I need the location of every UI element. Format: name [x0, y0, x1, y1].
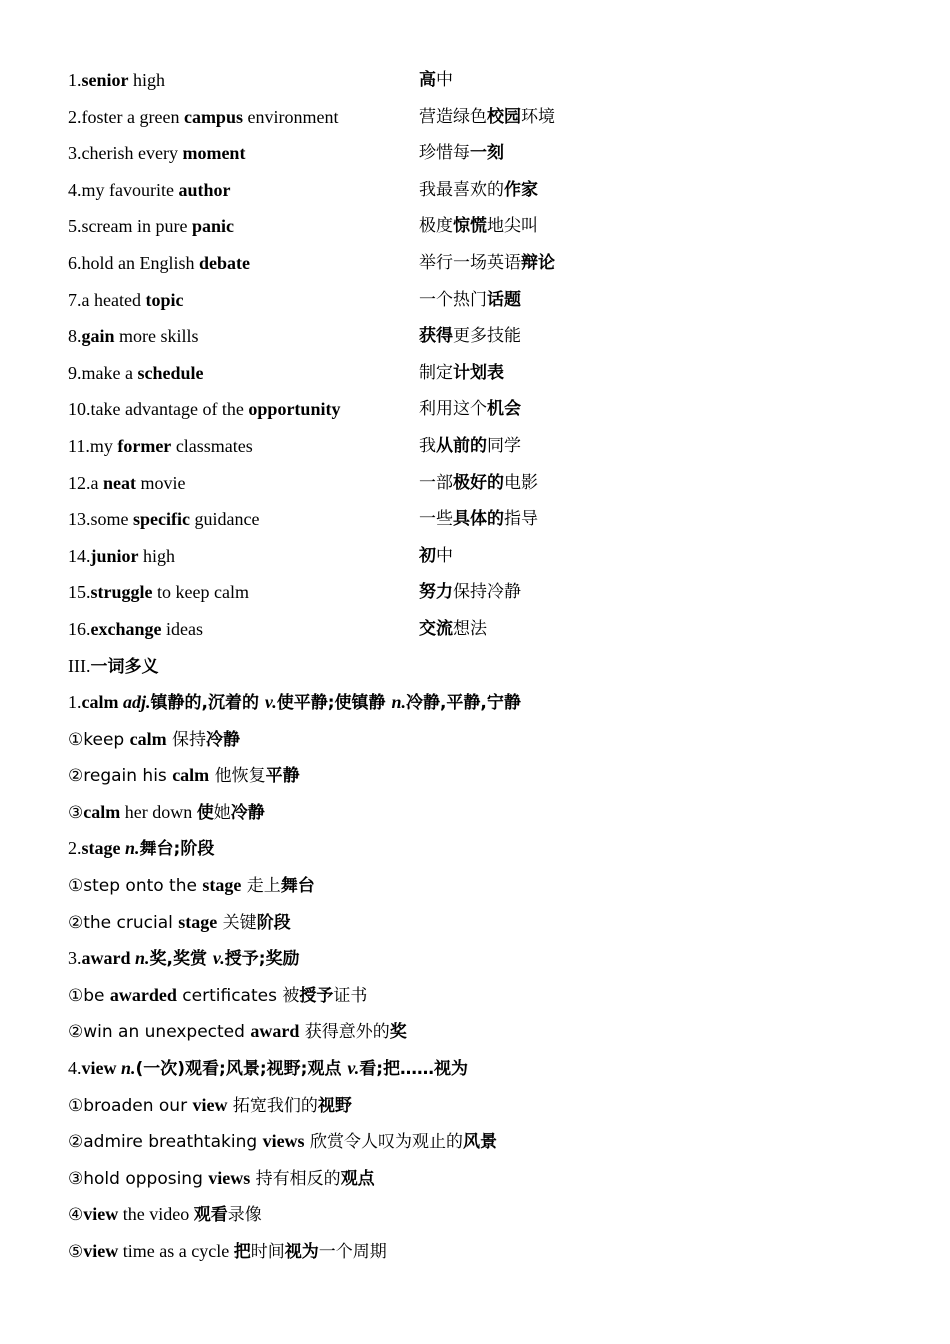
- text-run: 使平静;使镇静: [276, 693, 392, 714]
- phrase-row: [68, 99, 908, 136]
- text-run: 我最喜欢的: [419, 179, 504, 200]
- text-run: 初: [419, 545, 436, 566]
- text-run: 拓宽我们的: [227, 1095, 318, 1116]
- text-run: 保持: [166, 729, 206, 750]
- text-run: topic: [145, 289, 184, 310]
- document-page: [68, 62, 908, 1270]
- phrase-chinese: [419, 465, 538, 502]
- text-run: ④: [68, 1205, 84, 1226]
- phrase-english: [68, 611, 203, 648]
- example-line: [68, 904, 908, 941]
- text-run: n.: [391, 692, 406, 713]
- phrase-chinese: [419, 611, 487, 648]
- text-run: calm: [83, 801, 121, 822]
- text-run: 时间: [250, 1242, 285, 1262]
- text-run: high: [128, 70, 166, 90]
- phrase-chinese: [419, 135, 504, 172]
- phrase-english: [68, 391, 340, 428]
- text-run: 辩论: [521, 252, 555, 273]
- text-run: adj.: [122, 692, 151, 713]
- text-run: 奖,奖赏: [149, 949, 213, 970]
- phrase-row: [68, 245, 908, 282]
- text-run: 想法: [453, 618, 487, 639]
- text-run: 一词多义: [90, 656, 159, 677]
- text-run: 珍惜每: [419, 143, 470, 164]
- text-run: 风景: [462, 1132, 497, 1153]
- phrase-chinese: [419, 245, 555, 282]
- text-run: ②admire breathtaking: [68, 1132, 263, 1153]
- text-run: 环境: [521, 106, 555, 127]
- text-run: 看;把……视为: [359, 1059, 469, 1080]
- word-entry-heading: [68, 830, 908, 867]
- phrase-row: [68, 465, 908, 502]
- text-run: 极度: [419, 216, 453, 237]
- text-run: calm: [81, 692, 119, 713]
- phrase-row: [68, 355, 908, 392]
- phrase-english: [68, 538, 175, 575]
- phrase-row: [68, 501, 908, 538]
- text-run: 获得意外的: [299, 1022, 390, 1043]
- phrase-row: [68, 611, 908, 648]
- word-entry-heading: [68, 940, 908, 977]
- phrase-chinese: [419, 318, 521, 355]
- text-run: view: [83, 1204, 119, 1225]
- text-run: view: [83, 1241, 119, 1261]
- text-run: ②the crucial: [68, 912, 179, 933]
- text-run: 走上: [241, 876, 281, 897]
- text-run: 4.my favourite: [68, 179, 179, 200]
- phrase-english: [68, 245, 250, 282]
- text-run: v.: [264, 692, 277, 713]
- text-run: 电影: [504, 472, 538, 493]
- text-run: stage: [178, 911, 218, 932]
- text-run: ②win an unexpected: [68, 1022, 251, 1043]
- phrase-row: [68, 135, 908, 172]
- phrase-row: [68, 318, 908, 355]
- text-run: gain: [81, 326, 115, 347]
- example-line: [68, 757, 908, 794]
- text-run: ①be: [68, 985, 110, 1006]
- text-run: opportunity: [248, 399, 341, 420]
- phrase-chinese: [419, 282, 521, 319]
- phrase-english: [68, 428, 253, 465]
- text-run: 镇静的,沉着的: [150, 693, 265, 714]
- text-run: (一次)观看;风景;视野;观点: [135, 1059, 348, 1080]
- text-run: 10.take advantage of the: [68, 399, 249, 420]
- phrase-english: [68, 62, 165, 99]
- text-run: 校园: [487, 106, 521, 127]
- text-run: 地尖叫: [487, 216, 538, 237]
- phrase-english: [68, 465, 186, 502]
- text-run: awarded: [109, 984, 177, 1005]
- text-run: 授予: [299, 985, 334, 1006]
- phrase-english: [68, 282, 183, 319]
- text-run: n.: [121, 1058, 136, 1079]
- example-line: [68, 1160, 908, 1197]
- text-run: 16.: [68, 618, 91, 639]
- phrase-english: [68, 318, 199, 355]
- text-run: 录像: [227, 1205, 262, 1226]
- text-run: 舞台;阶段: [139, 839, 215, 860]
- text-run: high: [138, 545, 176, 566]
- word-entry-heading: [68, 684, 908, 721]
- text-run: 营造绿色: [419, 106, 487, 127]
- text-run: 一部: [419, 472, 453, 493]
- text-run: 9.make a: [68, 362, 138, 383]
- section-heading: [68, 648, 908, 685]
- text-run: calm: [129, 728, 167, 749]
- text-run: 一些: [419, 509, 453, 530]
- text-run: 14.: [68, 545, 91, 566]
- text-run: 阶段: [256, 912, 291, 933]
- example-line: [68, 1123, 908, 1160]
- text-run: award: [250, 1021, 300, 1042]
- text-run: 极好的: [453, 472, 504, 493]
- text-run: 把: [233, 1242, 251, 1262]
- text-run: 平静: [265, 766, 300, 787]
- phrase-chinese: [419, 99, 555, 136]
- example-line: [68, 1013, 908, 1050]
- text-run: 保持冷静: [453, 582, 521, 603]
- text-run: 冷静: [205, 729, 240, 750]
- text-run: 同学: [487, 435, 521, 456]
- phrase-row: [68, 172, 908, 209]
- phrase-english: [68, 355, 203, 392]
- text-run: 一个周期: [318, 1242, 387, 1262]
- text-run: 一个热门: [419, 289, 487, 310]
- phrase-chinese: [419, 538, 453, 575]
- text-run: 机会: [487, 399, 521, 420]
- text-run: III.: [68, 655, 91, 676]
- example-line: [68, 721, 908, 758]
- text-run: stage: [202, 875, 242, 896]
- text-run: 她: [213, 802, 231, 823]
- text-run: 努力: [419, 582, 453, 603]
- text-run: certificates 被: [176, 985, 300, 1006]
- text-run: 更多技能: [453, 326, 521, 347]
- text-run: ⑤: [68, 1242, 84, 1262]
- text-run: 冷静: [230, 802, 265, 823]
- polysemy-section: [68, 648, 908, 1270]
- text-run: ①step onto the: [68, 876, 203, 897]
- text-run: time as a cycle: [118, 1241, 234, 1261]
- text-run: 交流: [419, 618, 453, 639]
- text-run: 具体的: [453, 509, 504, 530]
- text-run: 欣赏令人叹为观止的: [304, 1132, 463, 1153]
- text-run: exchange: [90, 618, 162, 639]
- text-run: 中: [436, 545, 453, 566]
- text-run: ①broaden our: [68, 1095, 193, 1116]
- text-run: 话题: [487, 289, 521, 310]
- phrase-row: [68, 574, 908, 611]
- text-run: former: [117, 435, 172, 456]
- text-run: views: [262, 1131, 305, 1152]
- example-line: [68, 867, 908, 904]
- text-run: campus: [183, 106, 243, 127]
- phrase-chinese: [419, 208, 538, 245]
- text-run: 观看: [193, 1205, 228, 1226]
- text-run: to keep calm: [152, 582, 249, 603]
- phrase-chinese: [419, 574, 521, 611]
- text-run: her down: [120, 801, 197, 822]
- text-run: panic: [191, 216, 234, 237]
- text-run: the video: [118, 1204, 194, 1225]
- text-run: guidance: [189, 509, 260, 530]
- phrase-chinese: [419, 172, 538, 209]
- phrase-row: [68, 282, 908, 319]
- text-run: movie: [136, 472, 186, 493]
- text-run: 7.a heated: [68, 289, 146, 310]
- text-run: 利用这个: [419, 399, 487, 420]
- text-run: 11.my: [68, 435, 118, 456]
- text-run: n.: [135, 948, 150, 969]
- text-run: v.: [347, 1058, 360, 1079]
- text-run: struggle: [90, 582, 153, 603]
- text-run: classmates: [171, 435, 253, 456]
- example-line: [68, 1196, 908, 1233]
- text-run: 3.: [68, 948, 82, 969]
- text-run: ideas: [161, 618, 203, 639]
- text-run: environment: [242, 106, 339, 127]
- text-run: 12.a: [68, 472, 103, 493]
- text-run: ③hold opposing: [68, 1168, 209, 1189]
- phrase-english: [68, 208, 234, 245]
- text-run: stage: [81, 838, 121, 859]
- text-run: 奖: [389, 1022, 407, 1043]
- text-run: 我: [419, 435, 436, 456]
- text-run: schedule: [137, 362, 204, 383]
- phrase-english: [68, 574, 249, 611]
- text-run: ①keep: [68, 729, 130, 750]
- example-line: [68, 1087, 908, 1124]
- text-run: 使: [196, 802, 214, 823]
- text-run: view: [192, 1094, 228, 1115]
- text-run: 2.foster a green: [68, 106, 184, 127]
- phrase-chinese: [419, 391, 521, 428]
- text-run: 计划表: [453, 362, 504, 383]
- phrase-english: [68, 99, 338, 136]
- text-run: 视为: [284, 1242, 319, 1262]
- text-run: 惊慌: [453, 216, 487, 237]
- text-run: 3.cherish every: [68, 143, 183, 164]
- phrase-english: [68, 172, 231, 209]
- phrase-row: [68, 208, 908, 245]
- text-run: v.: [212, 948, 225, 969]
- text-run: 获得: [419, 326, 453, 347]
- text-run: debate: [199, 252, 250, 273]
- text-run: 2.: [68, 838, 82, 859]
- text-run: 制定: [419, 362, 453, 383]
- phrase-chinese: [419, 501, 538, 538]
- text-run: ②regain his: [68, 766, 173, 787]
- text-run: award: [81, 948, 131, 969]
- text-run: neat: [103, 472, 136, 493]
- text-run: view: [81, 1058, 117, 1079]
- text-run: 13.some: [68, 509, 133, 530]
- text-run: specific: [133, 509, 190, 530]
- text-run: ③: [68, 802, 84, 823]
- text-run: 8.: [68, 326, 82, 347]
- text-run: more skills: [114, 326, 199, 347]
- text-run: 一刻: [470, 143, 504, 164]
- text-run: 1.: [68, 70, 82, 90]
- text-run: 观点: [340, 1168, 375, 1189]
- text-run: 4.: [68, 1058, 82, 1079]
- text-run: moment: [182, 143, 246, 164]
- phrase-row: [68, 62, 908, 99]
- phrase-chinese: [419, 428, 521, 465]
- text-run: 冷静,平静,宁静: [405, 693, 521, 714]
- text-run: 高: [419, 70, 436, 90]
- phrase-english: [68, 501, 259, 538]
- text-run: 持有相反的: [250, 1168, 341, 1189]
- phrase-chinese: [419, 62, 453, 99]
- example-line: [68, 794, 908, 831]
- text-run: 他恢复: [209, 766, 266, 787]
- phrase-row: [68, 391, 908, 428]
- text-run: views: [208, 1167, 251, 1188]
- text-run: 1.: [68, 692, 82, 713]
- text-run: 舞台: [280, 876, 315, 897]
- text-run: 从前的: [436, 435, 487, 456]
- phrase-row: [68, 428, 908, 465]
- phrase-list: [68, 62, 908, 648]
- text-run: 作家: [504, 179, 538, 200]
- text-run: 5.scream in pure: [68, 216, 192, 237]
- phrase-row: [68, 538, 908, 575]
- text-run: 关键: [217, 912, 257, 933]
- text-run: n.: [125, 838, 140, 859]
- text-run: 视野: [317, 1095, 352, 1116]
- text-run: 中: [436, 70, 453, 90]
- text-run: author: [178, 179, 231, 200]
- word-entry-heading: [68, 1050, 908, 1087]
- text-run: 15.: [68, 582, 91, 603]
- example-line: [68, 977, 908, 1014]
- phrase-english: [68, 135, 245, 172]
- phrase-chinese: [419, 355, 504, 392]
- example-line: [68, 1233, 908, 1270]
- text-run: 证书: [333, 985, 368, 1006]
- text-run: senior: [81, 70, 129, 90]
- text-run: 授予;奖励: [224, 949, 300, 970]
- text-run: calm: [172, 765, 210, 786]
- text-run: junior: [90, 545, 139, 566]
- text-run: 指导: [504, 509, 538, 530]
- text-run: 举行一场英语: [419, 252, 521, 273]
- text-run: 6.hold an English: [68, 252, 199, 273]
